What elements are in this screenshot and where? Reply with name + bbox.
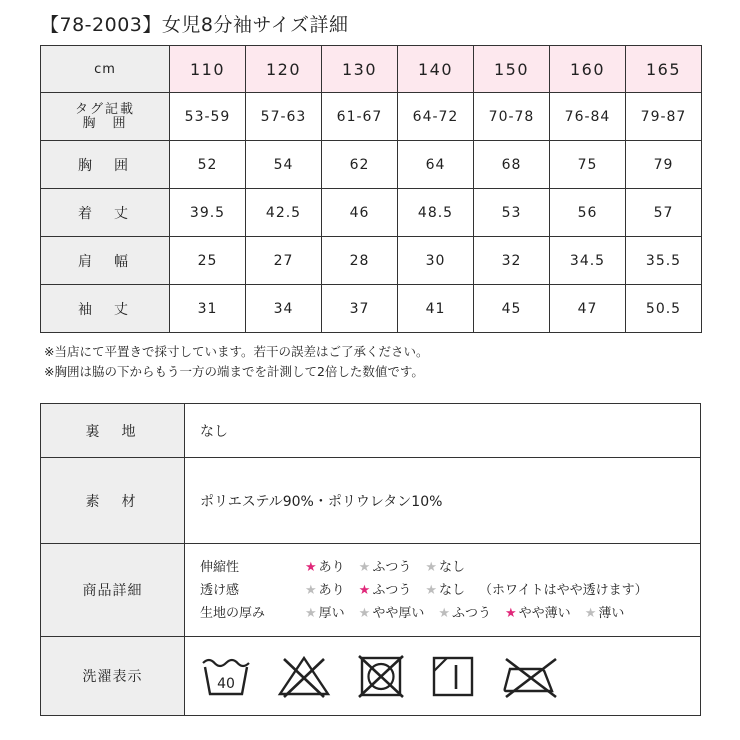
table-cell: 42.5 xyxy=(246,189,322,237)
table-cell: 41 xyxy=(398,285,474,333)
detail-row xyxy=(200,579,700,602)
table-cell: 32 xyxy=(474,237,550,285)
table-cell: 70-78 xyxy=(474,93,550,141)
option-text: なし xyxy=(439,559,466,575)
option-text: ふつう xyxy=(452,605,492,621)
spec-row-wash xyxy=(41,637,701,716)
star-empty-icon: ★ xyxy=(305,605,317,621)
table-cell: 37 xyxy=(322,285,398,333)
detail-option xyxy=(359,602,425,625)
table-row xyxy=(41,189,702,237)
spec-row-lining xyxy=(41,404,701,458)
table-row xyxy=(41,93,702,141)
option-text: 薄い xyxy=(598,605,625,621)
detail-note: （ホワイトはやや透けます） xyxy=(479,582,648,598)
care-symbols xyxy=(200,653,700,699)
table-row xyxy=(41,141,702,189)
table-cell: 34.5 xyxy=(550,237,626,285)
star-empty-icon: ★ xyxy=(358,605,371,621)
wash-label: 洗濯表示 xyxy=(41,637,185,716)
size-table xyxy=(40,45,702,333)
table-cell: 28 xyxy=(322,237,398,285)
table-cell: 39.5 xyxy=(170,189,246,237)
lining-label: 裏 地 xyxy=(41,404,185,458)
row-label-length: 着 丈 xyxy=(41,189,170,237)
option-text: あり xyxy=(318,582,345,598)
details-list xyxy=(200,556,700,625)
row-label-chest: 胸 囲 xyxy=(41,141,170,189)
detail-name: 生地の厚み xyxy=(200,605,266,621)
table-cell: 57-63 xyxy=(246,93,322,141)
row-label-line: 胸 囲 xyxy=(82,115,128,131)
table-cell: 30 xyxy=(398,237,474,285)
detail-option xyxy=(425,556,465,579)
table-cell: 79-87 xyxy=(626,93,702,141)
option-text: ふつう xyxy=(372,582,412,598)
table-cell: 25 xyxy=(170,237,246,285)
table-cell: 56 xyxy=(550,189,626,237)
no-bleach-icon xyxy=(276,653,332,699)
detail-name: 伸縮性 xyxy=(200,559,240,575)
detail-option xyxy=(359,579,412,602)
size-header-cell: 150 xyxy=(474,46,550,93)
table-cell: 34 xyxy=(246,285,322,333)
star-filled-icon: ★ xyxy=(305,559,317,575)
table-cell: 50.5 xyxy=(626,285,702,333)
size-header-cell: 110 xyxy=(170,46,246,93)
detail-option xyxy=(305,602,345,625)
table-cell: 47 xyxy=(550,285,626,333)
details-value xyxy=(185,544,701,637)
option-text: やや厚い xyxy=(372,605,425,621)
no-tumble-dry-icon xyxy=(356,653,406,699)
table-cell: 48.5 xyxy=(398,189,474,237)
size-header-cell: 160 xyxy=(550,46,626,93)
table-cell: 64 xyxy=(398,141,474,189)
table-cell: 35.5 xyxy=(626,237,702,285)
size-header-cell: 130 xyxy=(322,46,398,93)
wash-temp-label: 40 xyxy=(217,676,235,692)
table-cell: 57 xyxy=(626,189,702,237)
size-header-cell: 165 xyxy=(626,46,702,93)
option-text: 厚い xyxy=(318,605,345,621)
row-label-shoulder: 肩 幅 xyxy=(41,237,170,285)
wash-value xyxy=(185,637,701,716)
table-row xyxy=(41,285,702,333)
table-cell: 54 xyxy=(246,141,322,189)
option-text: あり xyxy=(318,559,345,575)
wash-40-icon xyxy=(200,653,252,699)
option-text: ふつう xyxy=(372,559,412,575)
details-label: 商品詳細 xyxy=(41,544,185,637)
detail-row xyxy=(200,602,700,625)
row-label-tag-chest xyxy=(41,93,170,141)
page-title: 【78-2003】女児8分袖サイズ詳細 xyxy=(40,14,349,36)
detail-option xyxy=(425,579,465,602)
option-text: なし xyxy=(439,582,466,598)
table-cell: 75 xyxy=(550,141,626,189)
star-empty-icon: ★ xyxy=(425,582,437,598)
detail-option xyxy=(359,556,412,579)
table-cell: 53-59 xyxy=(170,93,246,141)
material-value: ポリエステル90%・ポリウレタン10% xyxy=(185,458,701,544)
table-cell: 68 xyxy=(474,141,550,189)
table-cell: 46 xyxy=(322,189,398,237)
note-line: ※当店にて平置きで採寸しています。若干の誤差はご了承ください。 xyxy=(44,344,429,359)
material-label: 素 材 xyxy=(41,458,185,544)
no-iron-icon xyxy=(500,653,562,699)
star-empty-icon: ★ xyxy=(584,605,597,621)
size-header-row xyxy=(41,46,702,93)
table-cell: 61-67 xyxy=(322,93,398,141)
table-cell: 64-72 xyxy=(398,93,474,141)
row-label-line: タグ記載 xyxy=(74,101,135,117)
star-filled-icon: ★ xyxy=(505,605,517,621)
detail-row xyxy=(200,556,700,579)
spec-row-material xyxy=(41,458,701,544)
star-empty-icon: ★ xyxy=(358,559,371,575)
size-header-cell: 120 xyxy=(246,46,322,93)
detail-option xyxy=(305,556,345,579)
table-cell: 62 xyxy=(322,141,398,189)
star-empty-icon: ★ xyxy=(425,559,437,575)
size-header-cell: 140 xyxy=(398,46,474,93)
note-line: ※胸囲は脇の下からもう一方の端までを計測して2倍した数値です。 xyxy=(44,364,424,379)
table-cell: 76-84 xyxy=(550,93,626,141)
detail-name: 透け感 xyxy=(200,582,240,598)
option-text: やや薄い xyxy=(518,605,571,621)
table-cell: 79 xyxy=(626,141,702,189)
table-cell: 45 xyxy=(474,285,550,333)
detail-option xyxy=(305,579,345,602)
line-dry-shade-icon xyxy=(430,653,476,699)
spec-table xyxy=(40,403,701,716)
table-cell: 27 xyxy=(246,237,322,285)
detail-option xyxy=(585,602,625,625)
star-empty-icon: ★ xyxy=(438,605,450,621)
row-label-sleeve: 袖 丈 xyxy=(41,285,170,333)
spec-row-details xyxy=(41,544,701,637)
table-cell: 52 xyxy=(170,141,246,189)
unit-cell: cm xyxy=(41,46,170,93)
measurement-notes xyxy=(44,342,428,382)
detail-option xyxy=(505,602,571,625)
table-row xyxy=(41,237,702,285)
detail-option xyxy=(438,602,491,625)
star-filled-icon: ★ xyxy=(358,582,371,598)
star-empty-icon: ★ xyxy=(305,582,317,598)
table-cell: 31 xyxy=(170,285,246,333)
lining-value: なし xyxy=(185,404,701,458)
table-cell: 53 xyxy=(474,189,550,237)
